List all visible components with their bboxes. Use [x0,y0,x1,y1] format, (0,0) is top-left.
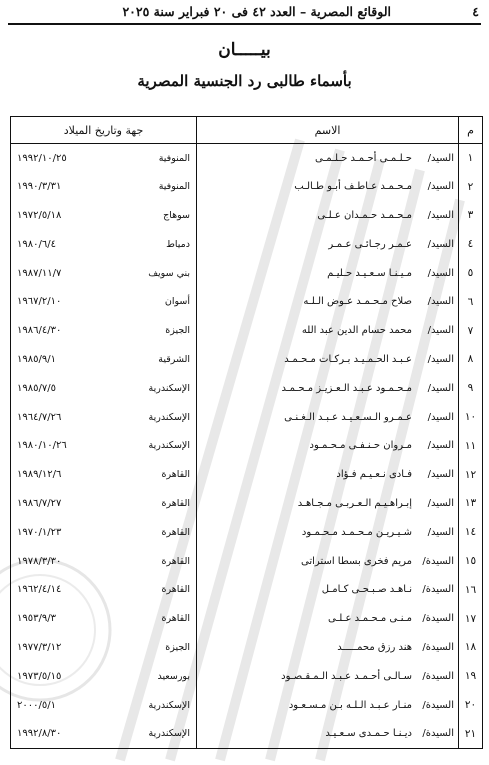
person-title: السيدة/ [422,613,454,625]
birth-date: ١٩٨٩/١٢/٦ [17,469,62,481]
person-title: السيدة/ [422,584,454,596]
person-title: السيد/ [427,325,454,337]
table-row [11,403,483,432]
issue-line: الوقائع المصرية – العدد ٤٢ فى ٢٠ فبراير سنة ٢٠٢٥ [122,4,391,19]
birth-info-cell [11,633,197,662]
person-name-cell [197,201,459,230]
birth-place: الجيزة [165,325,190,337]
table-row [11,374,483,403]
person-name-cell [197,547,459,576]
birth-place: المنوفية [158,152,190,164]
birth-place: القاهرة [161,584,190,596]
table-row [11,719,483,748]
birth-info-cell [11,403,197,432]
birth-info-cell [11,230,197,259]
row-number: ١١ [459,431,483,460]
birth-date: ٢٠٠٠/٥/١ [17,699,56,711]
person-title: السيد/ [427,353,454,365]
page-number: ٤ [472,4,479,19]
person-title: السيد/ [427,497,454,509]
row-number: ١٥ [459,547,483,576]
birth-place: المنوفية [158,181,190,193]
birth-date: ١٩٦٤/٧/٢٦ [17,411,62,423]
table-row [11,633,483,662]
birth-info-cell [11,719,197,748]
person-name-cell [197,172,459,201]
birth-place: القاهرة [161,555,190,567]
table-row [11,489,483,518]
person-title: السيد/ [427,411,454,423]
table-row [11,201,483,230]
birth-place: الإسكندرية [148,382,190,394]
birth-place: سوهاج [163,209,190,221]
birth-date: ١٩٧٠/١/٢٣ [17,526,62,538]
person-name-cell [197,259,459,288]
table-row [11,604,483,633]
birth-place: أسوان [164,296,190,308]
birth-place: دمياط [166,238,190,250]
row-number: ٤ [459,230,483,259]
person-name: صلاح مـحـمـد عـوض الـلـه [303,296,412,308]
birth-info-cell [11,345,197,374]
person-title: السيد/ [427,296,454,308]
person-name-cell [197,489,459,518]
table-row [11,287,483,316]
row-number: ٨ [459,345,483,374]
birth-date: ١٩٩٢/٨/٣٠ [17,728,62,740]
person-name-cell [197,662,459,691]
person-name-cell [197,403,459,432]
person-name-cell [197,691,459,720]
table-row [11,172,483,201]
row-number: ٧ [459,316,483,345]
person-name: إبـراهـيـم الـعـربـى مـجـاهـد [297,497,412,509]
birth-date: ١٩٨٦/٧/٢٧ [17,497,62,509]
birth-info-cell [11,460,197,489]
table-row [11,518,483,547]
birth-place: الإسكندرية [148,411,190,423]
table-row [11,259,483,288]
person-name: عـبـد الحـمـيـد بـركـات مـحـمـد [284,353,412,365]
birth-date: ١٩٧٢/٥/١٨ [17,209,62,221]
person-title: السيد/ [427,382,454,394]
person-title: السيد/ [427,181,454,193]
birth-place: القاهرة [161,469,190,481]
birth-place: بورسعيد [157,670,190,682]
person-name: ديـنـا حـمـدى سـعـيـد [325,728,412,740]
person-name: مـنـى مـحـمـد عـلـى [327,613,412,625]
birth-date: ١٩٩٢/١٠/٢٥ [17,152,67,164]
row-number: ١ [459,144,483,173]
birth-info-cell [11,172,197,201]
person-name-cell [197,374,459,403]
row-number: ٦ [459,287,483,316]
person-name-cell [197,604,459,633]
birth-place: الإسكندرية [148,440,190,452]
person-name-cell [197,633,459,662]
birth-place: الإسكندرية [148,699,190,711]
row-number: ١٢ [459,460,483,489]
birth-date: ١٩٨٠/١٠/٢٦ [17,440,67,452]
person-title: السيدة/ [422,728,454,740]
row-number: ٩ [459,374,483,403]
birth-date: ١٩٨٦/٤/٣٠ [17,325,62,337]
person-name-cell [197,460,459,489]
person-title: السيدة/ [422,699,454,711]
birth-date: ١٩٨٠/٦/٤ [17,238,56,250]
person-name-cell [197,316,459,345]
birth-date: ١٩٧٨/٣/٣٠ [17,555,62,567]
person-name: حـلـمـى أحـمـد حـلـمـى [314,152,412,164]
birth-info-cell [11,144,197,173]
table-row [11,547,483,576]
birth-info-cell [11,547,197,576]
person-name-cell [197,287,459,316]
header-number: م [459,117,483,144]
person-name: مـحـمـود عـبـد الـعـزيـز مـحـمـد [281,382,412,394]
row-number: ١٠ [459,403,483,432]
row-number: ١٦ [459,575,483,604]
table-row [11,345,483,374]
person-name-cell [197,719,459,748]
birth-date: ١٩٦٧/٢/١٠ [17,296,62,308]
row-number: ١٣ [459,489,483,518]
person-name: عـمـرو الـسـعـيـد عـبـد الـغـنـى [284,411,412,423]
table-row [11,575,483,604]
person-name: مـحـمـد عـاطـف أبـو طـالـب [294,181,412,193]
person-name: شـيـريـن مـحـمـد مـحـمـود [301,526,412,538]
row-number: ٥ [459,259,483,288]
birth-info-cell [11,575,197,604]
document-title: بيـــــان [218,40,271,60]
person-name-cell [197,575,459,604]
birth-info-cell [11,431,197,460]
names-table-wrapper [10,116,482,761]
person-name: فـادى نـعـيـم فـؤاد [336,469,412,481]
birth-place: بني سويف [148,267,190,279]
birth-date: ١٩٦٢/٤/١٤ [17,584,62,596]
table-row [11,662,483,691]
row-number: ٢١ [459,719,483,748]
birth-place: القاهرة [161,526,190,538]
birth-place: الإسكندرية [148,728,190,740]
header-birth-info: جهة وتاريخ الميلاد [11,117,197,144]
person-title: السيدة/ [422,641,454,653]
header-rule [8,23,481,25]
table-row [11,144,483,173]
table-row [11,316,483,345]
header-name: الاسم [197,117,459,144]
person-name: سـالـى أحـمـد عـبـد الـمـقـصـود [281,670,412,682]
birth-place: الجيزة [165,641,190,653]
person-name-cell [197,144,459,173]
birth-date: ١٩٧٧/٣/١٢ [17,641,62,653]
birth-date: ١٩٨٧/١١/٧ [17,267,62,279]
birth-info-cell [11,374,197,403]
person-title: السيدة/ [422,670,454,682]
person-title: السيدة/ [422,555,454,567]
birth-date: ١٩٥٣/٩/٣ [17,613,56,625]
birth-date: ١٩٧٣/٥/١٥ [17,670,62,682]
birth-place: الشرقية [158,353,190,365]
birth-place: القاهرة [161,497,190,509]
birth-info-cell [11,316,197,345]
birth-info-cell [11,259,197,288]
row-number: ١٨ [459,633,483,662]
document-subtitle: بأسماء طالبى رد الجنسية المصرية [137,72,352,90]
page-header [8,2,481,22]
row-number: ٢ [459,172,483,201]
birth-date: ١٩٩٠/٣/٣١ [17,181,62,193]
person-title: السيد/ [427,469,454,481]
row-number: ١٧ [459,604,483,633]
birth-info-cell [11,604,197,633]
person-title: السيد/ [427,440,454,452]
birth-info-cell [11,691,197,720]
person-name: هند رزق محمـــــد [337,641,412,653]
row-number: ٣ [459,201,483,230]
person-title: السيد/ [427,152,454,164]
birth-info-cell [11,489,197,518]
birth-info-cell [11,518,197,547]
birth-info-cell [11,287,197,316]
birth-date: ١٩٨٥/٧/٥ [17,382,56,394]
person-name: مريم فخرى بسطا استراتى [301,555,412,567]
person-name-cell [197,345,459,374]
row-number: ٢٠ [459,691,483,720]
row-number: ١٩ [459,662,483,691]
birth-date: ١٩٨٥/٩/١ [17,353,56,365]
person-title: السيد/ [427,238,454,250]
person-name: مـيـنـا سـعـيـد حـليـم [327,267,412,279]
person-name-cell [197,431,459,460]
table-row [11,431,483,460]
table-header-row [11,117,483,144]
table-row [11,691,483,720]
person-name: عـمـر رجـائـى عـمـر [328,238,412,250]
birth-info-cell [11,201,197,230]
person-name: مـحـمـد حـمـدان عـلـى [317,209,412,221]
person-name: منـار عـبـد الـلـه بـن مـسـعـود [288,699,412,711]
table-row [11,460,483,489]
person-title: السيد/ [427,267,454,279]
names-table [10,116,483,749]
table-row [11,230,483,259]
person-name: نـاهـد صـبـحـى كـامـل [321,584,412,596]
person-name: محمد حسام الدين عبد الله [301,325,412,337]
person-name: مـروان حـنـفـى مـحـمـود [309,440,412,452]
birth-info-cell [11,662,197,691]
row-number: ١٤ [459,518,483,547]
person-name-cell [197,518,459,547]
person-title: السيد/ [427,526,454,538]
table-body [11,144,483,749]
person-title: السيد/ [427,209,454,221]
birth-place: القاهرة [161,613,190,625]
person-name-cell [197,230,459,259]
